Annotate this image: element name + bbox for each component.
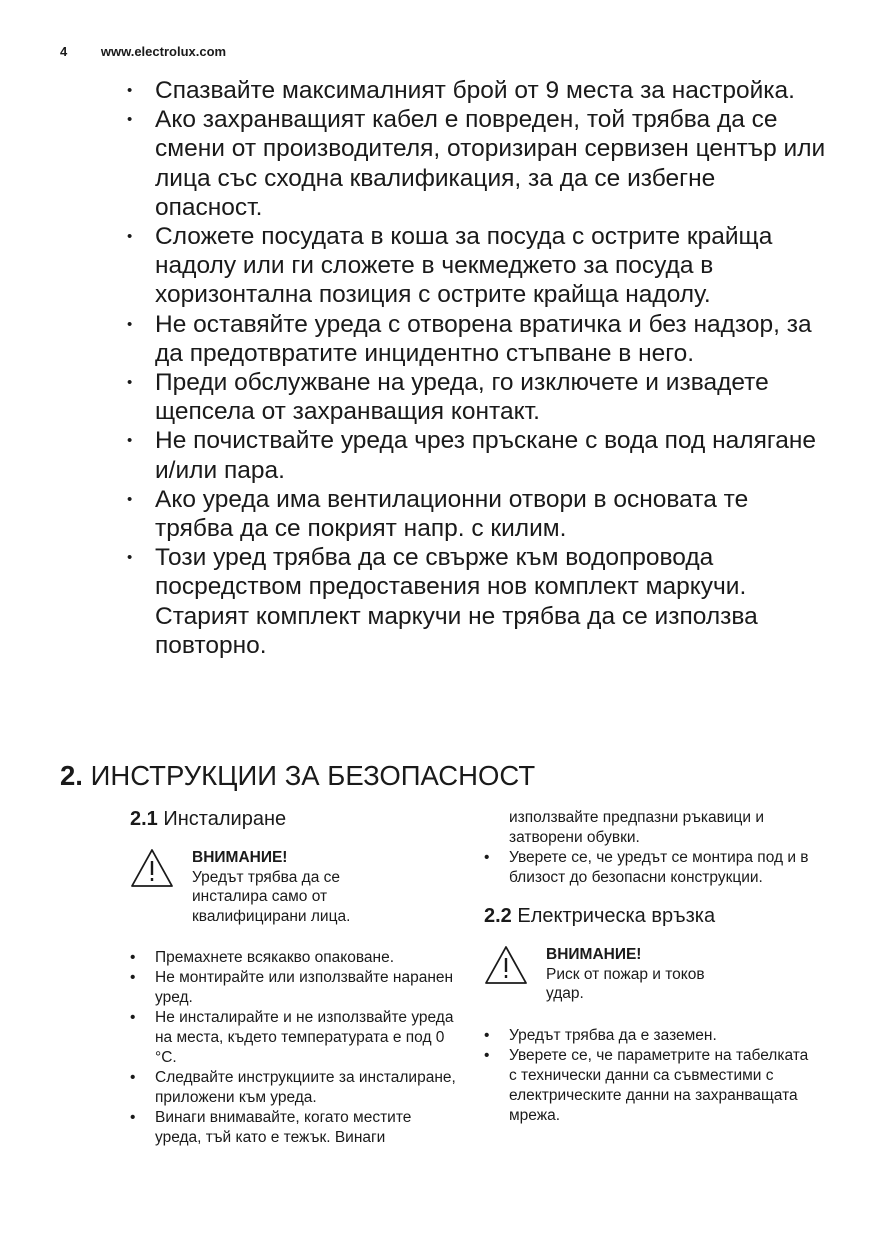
list-item: • Уредът трябва да е заземен. — [484, 1026, 819, 1046]
installation-list — [130, 948, 460, 1148]
list-item: • Не монтирайте или използвайте наранен уред. — [130, 968, 460, 1008]
site-url: www.electrolux.com — [100, 44, 227, 59]
list-item: • Винаги внимавайте, когато местите уреда, тъй като е тежък. Винаги — [130, 1108, 460, 1148]
electrical-list — [484, 1026, 819, 1126]
warning-title: ВНИМАНИЕ! — [192, 849, 288, 866]
warning-triangle-icon — [130, 848, 174, 888]
right-column — [484, 808, 819, 1126]
section-heading — [60, 760, 535, 792]
subsection-title: Електрическа връзка — [517, 905, 716, 927]
warning-block — [130, 848, 460, 926]
list-item: • Не оставяйте уреда с отворена вратичка и без надзор, за да предотвратите инцидентно стъпване в него. — [127, 310, 827, 368]
list-item: • Ако уреда има вентилационни отвори в основата те трябва да се покрият напр. с килим. — [127, 485, 827, 543]
list-item: • Уверете се, че параметрите на табелката с технически данни са съвместими с електрическите данни на захранващата мрежа. — [484, 1046, 819, 1126]
list-item: • Преди обслужване на уреда, го изключете и извадете щепсела от захранващия контакт. — [127, 368, 827, 426]
warning-block — [484, 945, 819, 1004]
subsection-number: 2.2 — [484, 905, 512, 927]
warning-text: Уредът трябва да се инсталира само от квалифицирани лица. — [192, 868, 351, 925]
list-item: • Следвайте инструкциите за инсталиране, приложени към уреда. — [130, 1068, 460, 1108]
page-header — [60, 44, 226, 59]
page-number: 4 — [60, 44, 68, 59]
list-item: • Не инсталирайте и не използвайте уреда на места, където температурата е под 0 °C. — [130, 1008, 460, 1068]
subsection-number: 2.1 — [130, 808, 158, 830]
safety-bullet-list — [127, 76, 827, 660]
warning-text: Риск от пожар и токов удар. — [546, 965, 705, 1002]
section-title: ИНСТРУКЦИИ ЗА БЕЗОПАСНОСТ — [90, 760, 536, 791]
section-number: 2. — [60, 760, 83, 791]
warning-title: ВНИМАНИЕ! — [546, 946, 642, 963]
continued-text: използвайте предпазни ръкавици и затворени обувки. — [509, 809, 765, 846]
list-item: • Не почиствайте уреда чрез пръскане с вода под налягане и/или пара. — [127, 426, 827, 484]
list-item: • Този уред трябва да се свърже към водопровода посредством предоставения нов комплект маркучи. Старият комплект маркучи не трябва да се използва повторно. — [127, 543, 827, 660]
list-item: • Ако захранващият кабел е повреден, той трябва да се смени от производителя, оторизиран сервизен център или лица със сходна квалификация, за да се избегне опасност. — [127, 105, 827, 222]
subsection-heading-installation — [130, 808, 460, 831]
list-item: • Премахнете всякакво опаковане. — [130, 948, 460, 968]
list-item: • Спазвайте максималният брой от 9 места за настройка. — [127, 76, 827, 105]
subsection-title: Инсталиране — [163, 808, 287, 830]
left-column — [130, 808, 460, 1148]
list-item: • Сложете посудата в коша за посуда с острите крайща надолу или ги сложете в чекмеджето за посуда в хоризонтална позиция с острите крайща надолу. — [127, 222, 827, 310]
installation-list-continued — [484, 848, 819, 888]
list-item: • Уверете се, че уредът се монтира под и в близост до безопасни конструкции. — [484, 848, 819, 888]
subsection-heading-electrical — [484, 905, 819, 928]
warning-triangle-icon — [484, 945, 528, 985]
